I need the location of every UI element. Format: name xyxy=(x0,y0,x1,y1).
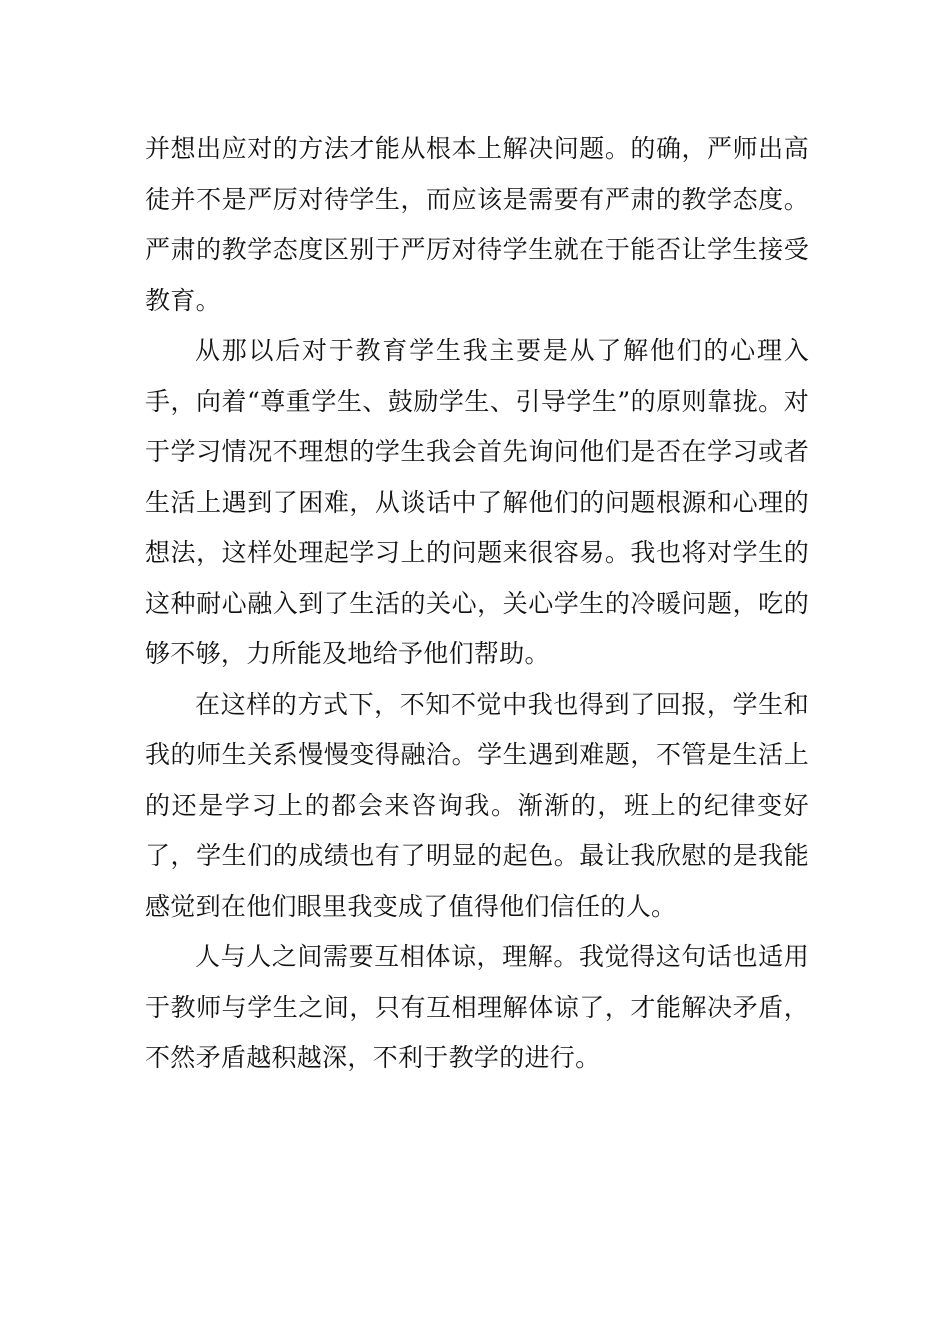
paragraph-3: 在这样的方式下，不知不觉中我也得到了回报，学生和我的师生关系慢慢变得融洽。学生遇到难题，不管是生活上的还是学习上的都会来咨询我。渐渐的，班上的纪律变好了，学生们的成绩也有了明显的起色。最让我欣慰的是我能感觉到在他们眼里我变成了值得他们信任的人。 xyxy=(145,689,809,921)
paragraph-2: 从那以后对于教育学生我主要是从了解他们的心理入手，向着“尊重学生、鼓励学生、引导学生”的原则靠拢。对于学习情况不理想的学生我会首先询问他们是否在学习或者生活上遇到了困难，从谈话中了解他们的问题根源和心理的想法，这样处理起学习上的问题来很容易。我也将对学生的这种耐心融入到了生活的关心，关心学生的冷暖问题，吃的够不够，力所能及地给予他们帮助。 xyxy=(145,336,809,668)
document-body xyxy=(145,124,809,1084)
paragraph-1: 并想出应对的方法才能从根本上解决问题。的确，严师出高徒并不是严厉对待学生，而应该是需要有严肃的教学态度。严肃的教学态度区别于严厉对待学生就在于能否让学生接受教育。 xyxy=(145,134,809,315)
paragraph-4: 人与人之间需要互相体谅，理解。我觉得这句话也适用于教师与学生之间，只有互相理解体谅了，才能解决矛盾，不然矛盾越积越深，不利于教学的进行。 xyxy=(145,942,809,1072)
